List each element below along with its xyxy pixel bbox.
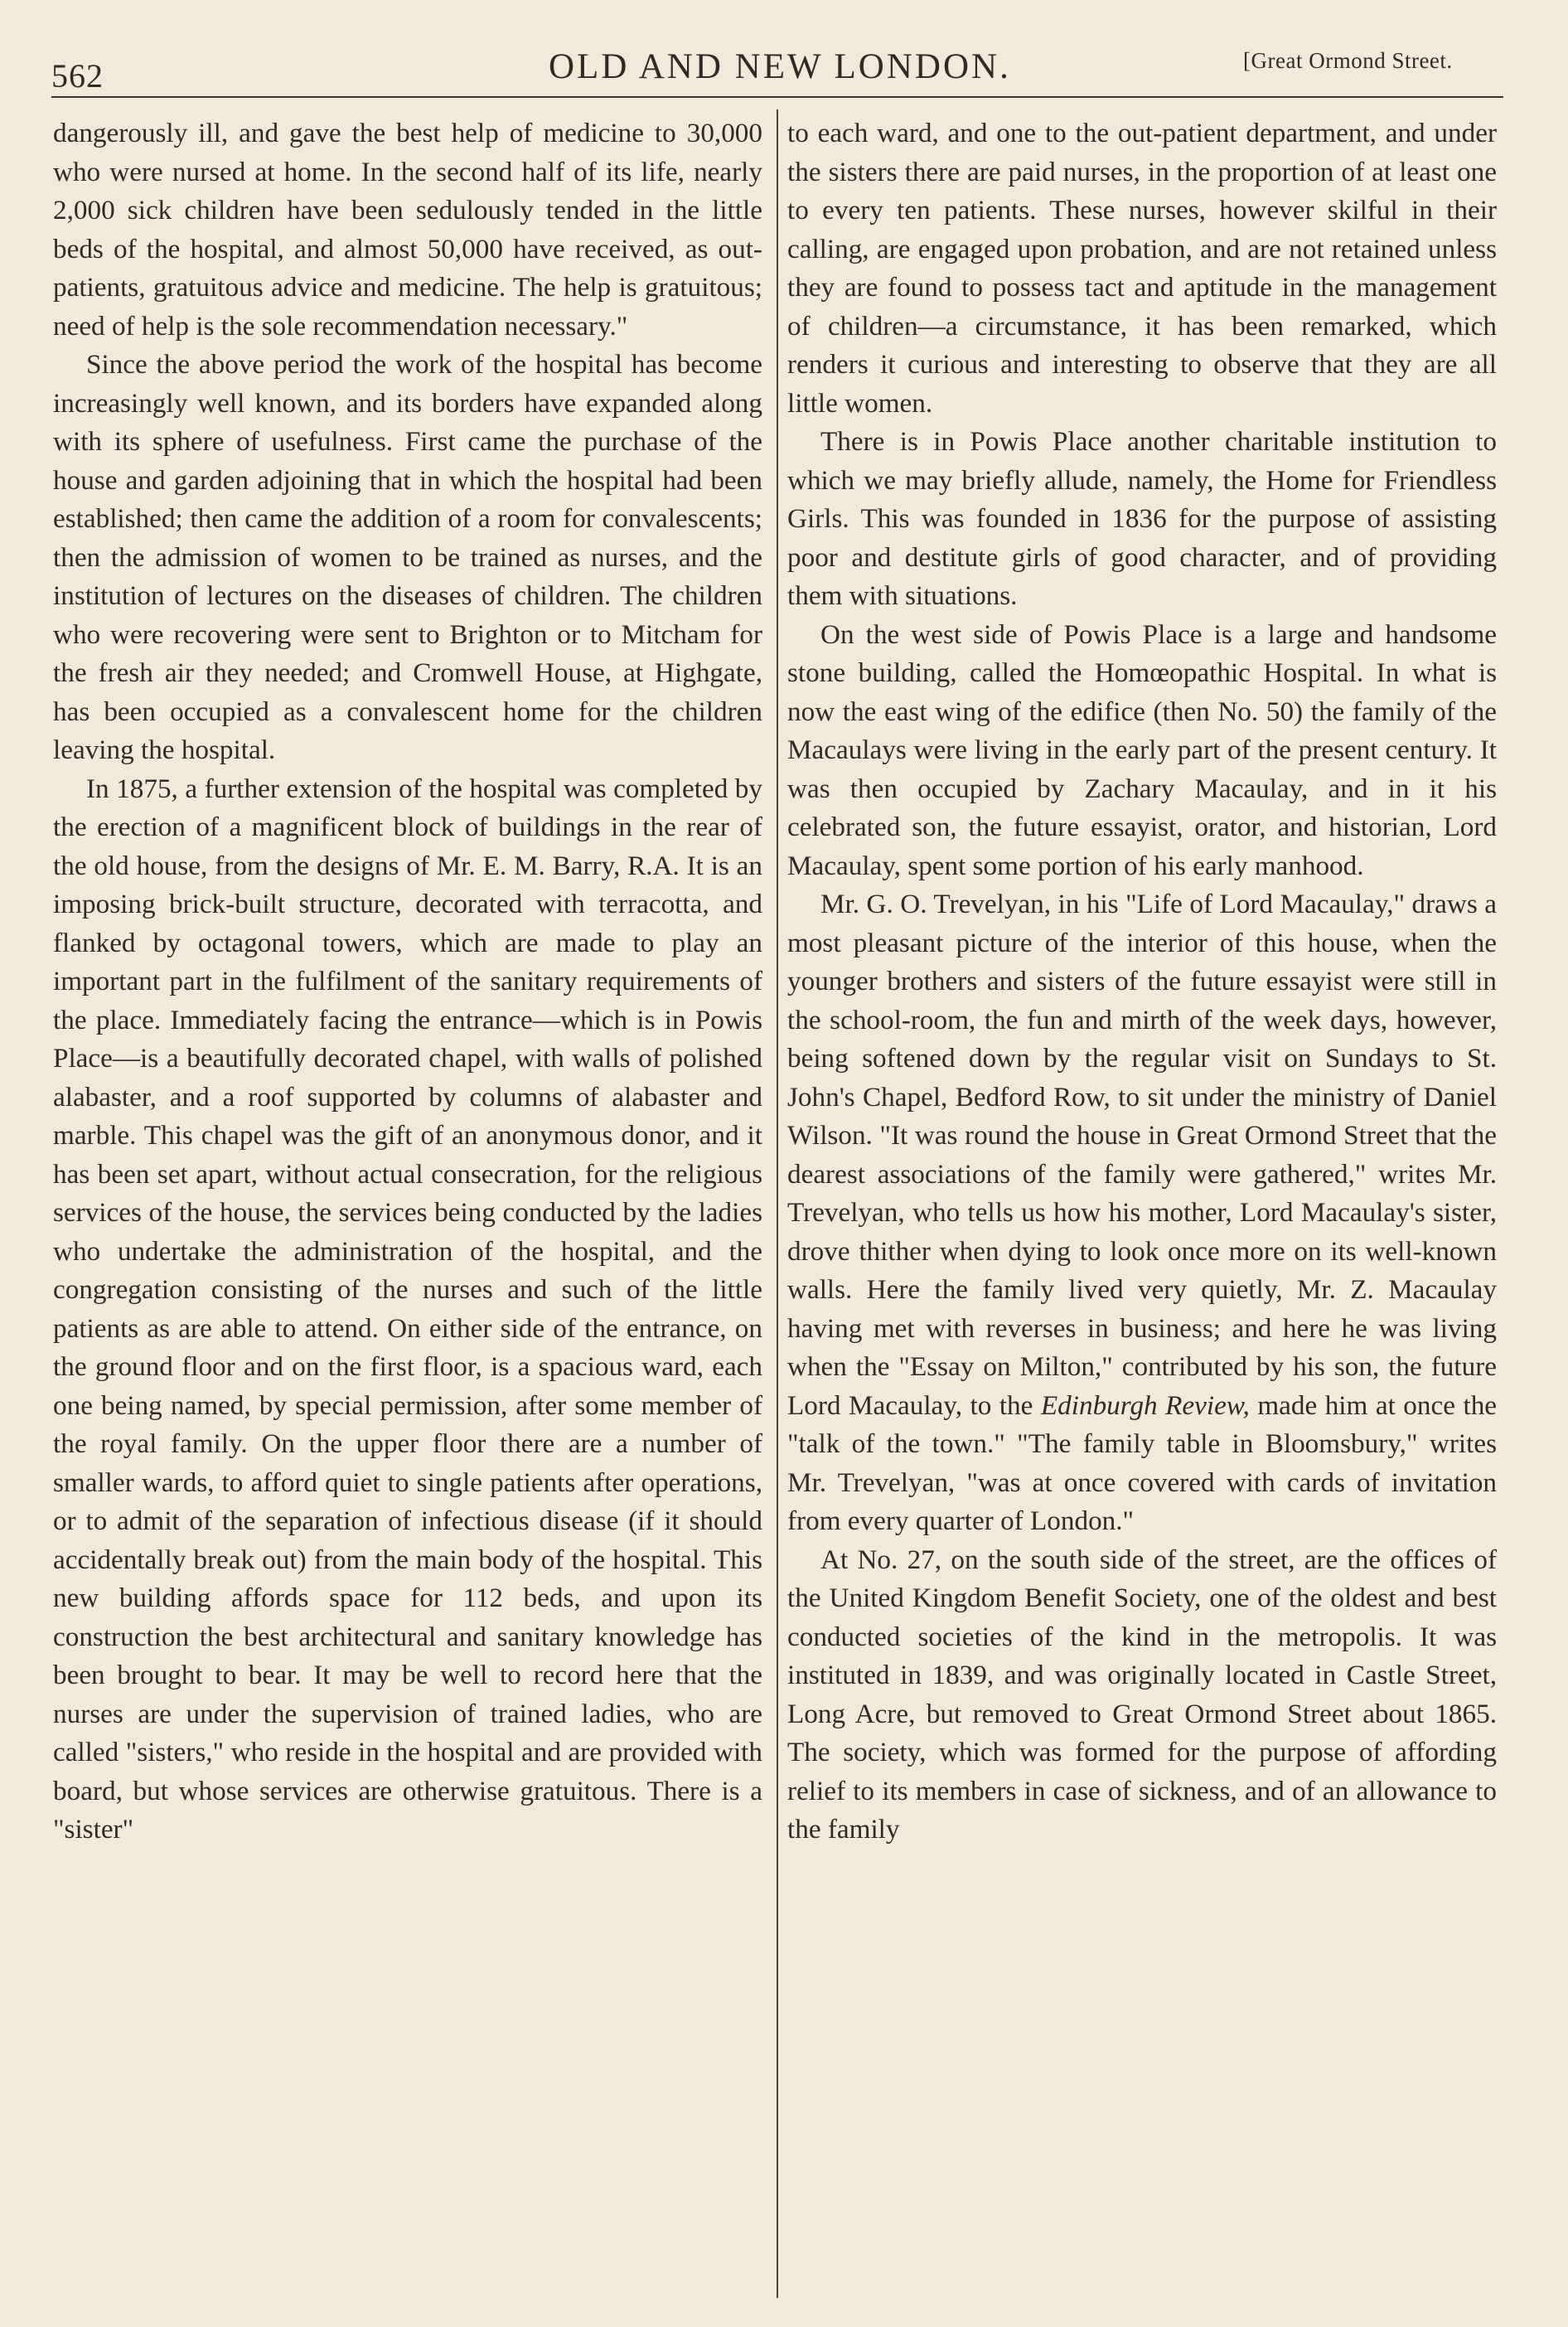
paragraph: to each ward, and one to the out-patient department, and under the sisters there are paid nurses, in the proportion of at least one to every ten patients. These nurses, however skilful in their calling, are engaged upon probation, and are not retained unless they are found to possess tact and aptitude in the management of children—a circumstance, it has been remarked, which renders it curious and interesting to observe that they are all little women. (787, 118, 1497, 419)
paragraph-text: made him at once the "talk of the town." "The family table in Bloomsbury," writes Mr. Trevelyan, "was at once covered with cards of invitation from every quarter of London." (787, 1389, 1498, 1536)
page-number: 562 (51, 57, 104, 95)
paragraph: In 1875, a further extension of the hospital was completed by the erection of a magnificent block of buildings in the rear of the old house, from the designs of Mr. E. M. Barry, R.A. It is an imposing brick-built structure, decorated with terracotta, and flanked by octagonal towers, which are made to play an important part in the fulfilment of the sanitary requirements of the place. Immediately facing the entrance—which is in Powis Place—is a beautifully decorated chapel, with walls of polished alabaster, and a roof supported by columns of alabaster and marble. This chapel was the gift of an anonymous donor, and it has been set apart, without actual consecration, for the religious services of the house, the services being conducted by the ladies who undertake the administration of the hospital, and the congregation consisting of the nurses and such of the little patients as are able to attend. On either side of the entrance, on the ground floor and on the first floor, is a spacious ward, each one being named, by special permission, after some member of the royal family. On the upper floor there are a number of smaller wards, to afford quiet to single patients after operations, or to admit of the separation of infectious disease (if it should accidentally break out) from the main body of the hospital. This new building affords space for 112 beds, and upon its construction the best architectural and sanitary knowledge has been brought to bear. It may be well to record here that the nurses are under the supervision of trained ladies, who are called "sisters," who reside in the hospital and are provided with board, but whose services are otherwise gratuitous. There is a "sister" (53, 773, 762, 1845)
paragraph: Since the above period the work of the hospital has become increasingly well known, and its borders have expanded along with its sphere of usefulness. First came the purchase of the house and garden adjoining that in which the hospital had been established; then came the addition of a room for convalescents; then the admission of women to be trained as nurses, and the institution of lectures on the diseases of children. The children who were recovering were sent to Brighton or to Mitcham for the fresh air they needed; and Cromwell House, at Highgate, has been occupied as a convalescent home for the children leaving the hospital. (53, 349, 762, 765)
paragraph (787, 885, 1497, 1541)
right-column (787, 114, 1497, 1849)
column-divider (777, 109, 778, 2298)
paragraph: dangerously ill, and gave the best help of medicine to 30,000 who were nursed at home. In the second half of its life, nearly 2,000 sick children have been sedulously tended in the little beds of the hospital, and almost 50,000 have received, as out-patients, gratuitous advice and medicine. The help is gratuitous; need of help is the sole recommendation necessary." (53, 118, 762, 342)
italic-title: Edinburgh Review, (1040, 1389, 1250, 1421)
left-column (53, 114, 762, 1849)
paragraph: At No. 27, on the south side of the street, are the offices of the United Kingdom Benefit Society, one of the oldest and best conducted societies of the kind in the metropolis. It was instituted in 1839, and was originally located in Castle Street, Long Acre, but removed to Great Ormond Street about 1865. The society, which was formed for the purpose of affording relief to its members in case of sickness, and of an allowance to the family (787, 1544, 1497, 1845)
page-header (51, 40, 1502, 98)
running-title: OLD AND NEW LONDON. (549, 47, 1011, 86)
section-reference: [Great Ormond Street. (1243, 48, 1453, 73)
paragraph-text: Mr. G. O. Trevelyan, in his "Life of Lord Macaulay," draws a most pleasant picture of the interior of this house, when the younger brothers and sisters of the future essayist were still in the school-room, the fun and mirth of the week days, however, being softened down by the regular visit on Sundays to St. John's Chapel, Bedford Row, to sit under the ministry of Daniel Wilson. "It was round the house in Great Ormond Street that the dearest associations of the family were gathered," writes Mr. Trevelyan, who tells us how his mother, Lord Macaulay's sister, drove thither when dying to look once more on its well-known walls. Here the family lived very quietly, Mr. Z. Macaulay having met with reverses in business; and here he was living when the "Essay on Milton," contributed by his son, the future Lord Macaulay, to the (787, 889, 1497, 1421)
paragraph: On the west side of Powis Place is a large and handsome stone building, called the Homœopathic Hospital. In what is now the east wing of the edifice (then No. 50) the family of the Macaulays were living in the early part of the present century. It was then occupied by Zachary Macaulay, and in it his celebrated son, the future essayist, orator, and historian, Lord Macaulay, spent some portion of his early manhood. (787, 618, 1497, 881)
paragraph: There is in Powis Place another charitable institution to which we may briefly allude, namely, the Home for Friendless Girls. This was founded in 1836 for the purpose of assisting poor and destitute girls of good character, and of providing them with situations. (787, 426, 1497, 611)
header-rule (51, 96, 1503, 98)
